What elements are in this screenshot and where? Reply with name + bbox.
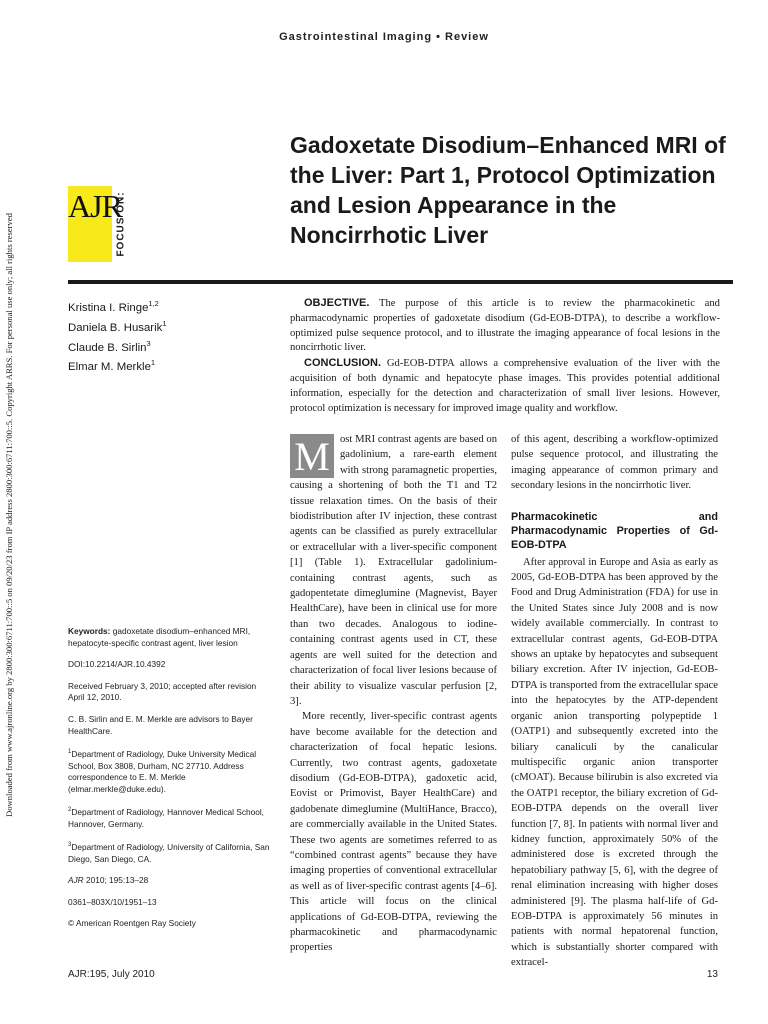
copyright: © American Roentgen Ray Society: [68, 918, 196, 929]
abstract: [290, 296, 720, 416]
received-dates: Received February 3, 2010; accepted after revision April 12, 2010.: [68, 680, 257, 703]
affiliation: [68, 805, 273, 830]
body-paragraph: of this agent, describing a workflow-optimized pulse sequence protocol, and illustrating the imaging appearance of common primary and secondary lesions in the noncirrhotic liver.: [511, 434, 718, 492]
author-affiliation-mark: 1,2: [148, 299, 159, 308]
objective-text: The purpose of this article is to review the pharmacokinetic and pharmacodynamic properties of gadoxetate disodium (Gd-EOB-DTPA), to describe a workflow-optimized pulse sequence protocol, and to illustrate the imaging appearance of focal lesions in the noncirrhotic liver.: [290, 298, 720, 354]
body-column-2: [511, 432, 718, 971]
footer-journal-issue: AJR:195, July 2010: [68, 969, 155, 980]
issn: 0361–803X/10/1951–13: [68, 896, 157, 907]
author: [68, 316, 268, 336]
author-name: Kristina I. Ringe: [68, 301, 149, 314]
author-list: [68, 296, 268, 375]
affiliation-text: Department of Radiology, University of California, San Diego, San Diego, CA.: [68, 842, 270, 864]
author-affiliation-mark: 1: [150, 358, 156, 368]
keywords-label: Keywords:: [68, 626, 111, 636]
section-heading: Pharmacokinetic and Pharmacodynamic Properties of Gd-EOB-DTPA: [511, 510, 718, 551]
author: [68, 336, 268, 356]
keywords-text: gadoxetate disodium–enhanced MRI, hepatocyte-specific contrast agent, liver lesion: [68, 626, 251, 648]
abstract-objective: [290, 296, 720, 356]
download-notice-text: Downloaded from www.ajronline.org by 2800:300:6711:700::5 on 09/20/23 from IP address 2800:300:6711:700::5. Copyright ARRS. For personal use only; all rights reserved: [4, 213, 14, 817]
conclusion-label: CONCLUSION.: [304, 357, 381, 370]
section-label: Gastrointestinal Imaging • Review: [279, 31, 489, 43]
title-rule: [68, 280, 733, 284]
affiliation: [68, 840, 273, 865]
author-affiliation-mark: 1: [162, 318, 167, 328]
doi: DOI:10.2214/AJR.10.4392: [68, 659, 166, 670]
body-paragraph: More recently, liver-specific contrast agents have become available for the detection and characterization of focal hepatic lesions. Currently, two contrast agents, gadoxetate disodium (Gd-EOB-DTPA), gadoxetic acid, Eovist or Primovist, Bayer HealthCare) and gadobenate dimeglumine (MultiHance, Bracco), are commercially available in the United States. These two agents are sometimes referred to as “combined contrast agents” because they have imaging properties of conventional extracellular as well as of liver-specific contrast agents [4–6]. This article will focus on the clinical applications of Gd-EOB-DTPA, reviewing the pharmacokinetic and pharmacodynamic properties: [290, 711, 497, 954]
logo-ajr-text: AJR: [68, 188, 122, 224]
article-metadata: [68, 626, 273, 940]
author: [68, 355, 268, 375]
author-affiliation-mark: 3: [146, 338, 151, 348]
citation-journal: AJR: [68, 875, 84, 886]
drop-cap: M: [290, 434, 334, 478]
affiliation-text: Department of Radiology, Hannover Medical School, Hannover, Germany.: [68, 807, 264, 829]
affiliation-mark: 3: [68, 842, 72, 849]
body-column-1: [290, 432, 497, 956]
author: [68, 296, 268, 316]
author-name: Claude B. Sirlin: [68, 341, 147, 354]
keywords: [68, 626, 273, 649]
citation-details: 2010; 195:13–28: [83, 875, 149, 886]
affiliation-mark: 2: [68, 807, 72, 814]
citation: [68, 875, 273, 887]
conclusion-text: Gd-EOB-DTPA allows a comprehensive evaluation of the liver with the acquisition of both dynamic and hepatocyte phase images. This provides potential additional information, especially for the detection and characterization of small liver lesions. However, protocol optimization is necessary for improved image quality and workflow.: [290, 358, 720, 414]
download-notice: [2, 150, 16, 880]
objective-label: OBJECTIVE.: [304, 297, 370, 309]
ajr-focus-logo: [68, 186, 128, 262]
page-number: 13: [706, 969, 718, 980]
affiliation-text: Department of Radiology, Duke University Medical School, Box 3808, Durham, NC 27710. Address correspondence to E. M. Merkle (elmar.merkle@duke.edu).: [68, 748, 257, 794]
logo-focus-label: [114, 188, 128, 260]
affiliation: [68, 747, 273, 795]
advisor-note: C. B. Sirlin and E. M. Merkle are advisors to Bayer HealthCare.: [68, 713, 253, 736]
author-name: Daniela B. Husarik: [68, 321, 163, 334]
abstract-conclusion: [290, 356, 720, 416]
affiliation-mark: 1: [68, 749, 72, 756]
body-paragraph: ost MRI contrast agents are based on gadolinium, a rare-earth element with strong paramagnetic properties, causing a shortening of both the T1 and T2 tissue relaxation times. On the basis of their biodistribution after IV injection, these contrast agents can be classified as purely extracellular or extracellular with a liver-specific component [1] (Table 1). Extracellular gadolinium-containing contrast agents, such as gadopentetate dimeglumine (Magnevist, Bayer HealthCare), have been in clinical use for more than two decades. Analogous to iodine-containing contrast agents used in CT, these agents are well suited for the detection and characterization of focal liver lesions because of their ability to visualize vascular perfusion [2, 3].: [290, 434, 497, 707]
author-name: Elmar M. Merkle: [68, 361, 151, 374]
body-paragraph: After approval in Europe and Asia as early as 2005, Gd-EOB-DTPA has been approved by the Food and Drug Administration (FDA) for use in the United States since July 2008 and is now widely available commercially. In contrast to extracellular contrast agents, Gd-EOB-DTPA shows an uptake by hepatocytes and subsequent biliary excretion. After IV injection, Gd-EOB-DTPA is transported from the extracellular space into the hepatocytes by the ATP-dependent organic anion transporting polypeptide 1 (OATP1) and subsequently excreted into the biliary canaliculi by the canalicular multispecific organic anion transporter (cMOAT). Because bilirubin is also excreted via the OATP1 receptor, the biliary excretion of Gd-EOB-DTPA depends on the overall liver function [7, 8]. In patients with normal liver and kidney function, approximately 50% of the administered dose is excreted through the hepatobiliary pathway [5, 6], with the degree of renal elimination increasing with higher doses administered [9]. The plasma half-life of Gd-EOB-DTPA is approximately 56 minutes in patients with normal hepatorenal function, which is substantially shorter compared with extracel-: [511, 556, 718, 969]
logo-focus-text: FOCUS ON:: [115, 191, 127, 257]
article-title: Gadoxetate Disodium–Enhanced MRI of the Liver: Part 1, Protocol Optimization and Lesion Appearance in the Noncirrhotic Liver: [290, 132, 726, 248]
